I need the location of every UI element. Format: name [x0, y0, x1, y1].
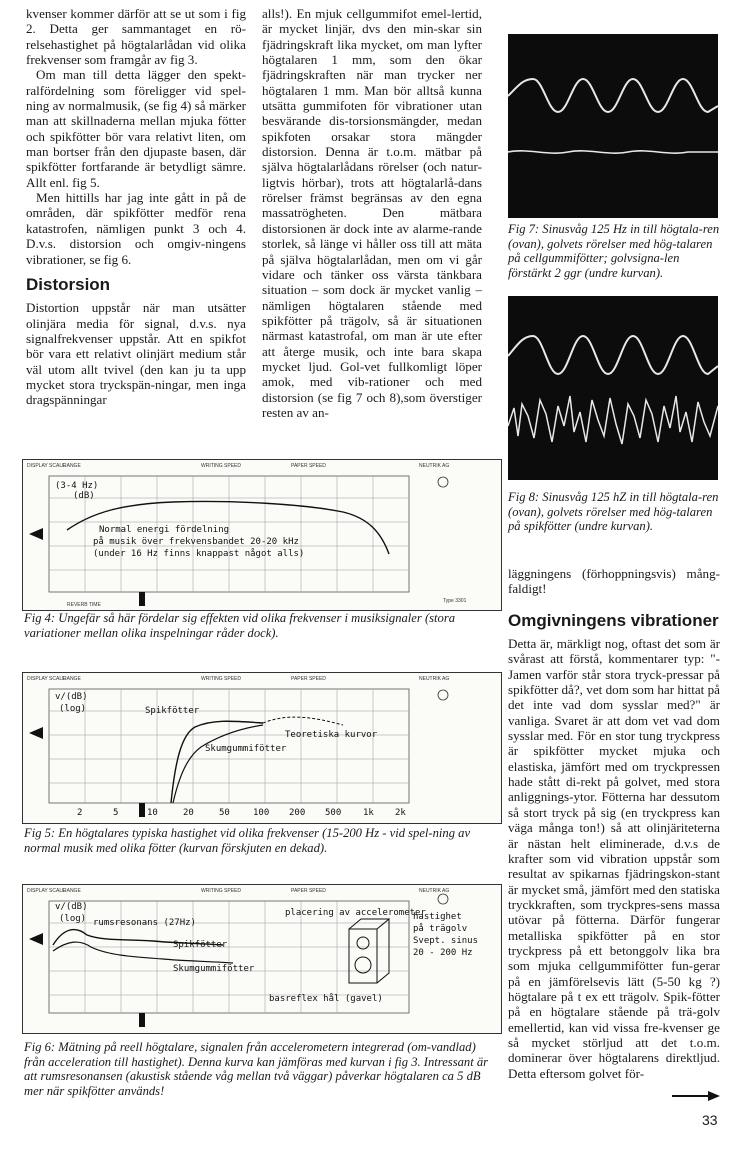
paragraph: läggningens (förhoppningsvis) mång-faldigt!: [508, 566, 720, 597]
svg-text:20: 20: [183, 808, 194, 818]
paragraph: Men hittills har jag inte gått in på de områden, där spikfötter medför rena katastrofen, nämligen punkt 3 och 4. D.v.s. distorsion och omgiv-ningens vibrationer, se fig 6.: [26, 190, 246, 267]
oscilloscope-fig8: [508, 296, 718, 480]
display-scale-label: DISPLAY SCALE: [27, 888, 66, 894]
brand-label: NEUTRIK AG: [419, 888, 450, 894]
paper-speed-label: PAPER SPEED: [291, 463, 326, 469]
text-column-2: [262, 6, 482, 420]
text-column-3: [508, 566, 720, 1081]
caption-fig7: Fig 7: Sinusvåg 125 Hz in till högtala-ren (ovan), golvets rörelser med hög-talaren på cellgummifötter; golvsigna-len förstärkt 2 ggr (undre kurvan).: [508, 222, 720, 280]
svg-text:100: 100: [253, 808, 270, 818]
floor-signal-trace: [508, 151, 718, 153]
paragraph: alls!). En mjuk cellgummifot emel-lertid, är mycket linjär, dvs den min-skar sin fjädringskraft lika mycket, om man lyfter högtalaren 1 mm, som den ökar fjädringskraften när man trycker ner högtalaren 1 mm. Man bör alltså kunna utsätta gummifoten för vibrationer utan besvärande dis-torsionsmängder, medan spikfoten orsakar stora mängder distorsion. Denna är t.o.m. mätbar på själva högtalarlådans rörelser (och natur-ligtvis hörbar), trots att högtalarlå-dans rörelser främst begränsas av den egna massatrögheten. Den mätbara distorsionen är dock inte av alarme-rande storlek, så länge vi håller oss till att mäta på själva högtalarlådan, men om vi går vidare och tänker oss värsta tänkbara situation – som dock är mycket vanlig – nämligen högtalaren stående med spikfötter på trägolv, så är situationen närmast katastrofal, om man är ute efter att återge musik, och inte bara skapa mycket ljud. Gol-vet fullkomligt löper amok, med vib-rationer och med distorsion (se fig 7 och 8),som överstiger resten av an-: [262, 6, 482, 420]
curve-label-spik: Spikfötter: [145, 706, 200, 716]
curve-label-gummi: Skumgummifötter: [205, 744, 287, 754]
svg-text:500: 500: [325, 808, 342, 818]
curve-label-rums: rumsresonans (27Hz): [93, 918, 196, 928]
sine-input-trace: [508, 79, 718, 112]
svg-text:50: 50: [219, 808, 230, 818]
curve-label-gummi: Skumgummifötter: [173, 964, 255, 974]
caption-fig4: Fig 4: Ungefär så här fördelar sig effekten vid olika frekvenser i musiksignaler (stora variationer mellan olika inspelningar råder dock).: [24, 611, 456, 640]
svg-text:2: 2: [77, 808, 83, 818]
curve-label-spik: Spikfötter: [173, 940, 228, 950]
display-scale-label: DISPLAY SCALE: [27, 676, 66, 682]
axis-note: (log): [59, 914, 87, 924]
note-tragolv: på trägolv: [413, 924, 468, 934]
writing-speed-label: WRITING SPEED: [201, 463, 242, 469]
recorder-chart-fig6: [22, 884, 502, 1034]
paragraph: Detta är, märkligt nog, oftast det som är svårast att förstå, kommentarer typ: "-Jamen varför står stora tryck-pressar på spikfötter då?, vet dom som har hittat på det inte vad dom sysslar med?" är vanliga. Svaret är att dom vet vad dom sysslar med. För en stor tung tryckpress är spikfötter mycket mjuka och elastiska, jämfört med om tryckpressen hade stått di-rekt på golvet, med stora anliggnings-ytor. Fötterna har dessutom så stort tryck på sig (en tryckpress kan väga många ton!) så att olinjäriteterna är nästan helt eliminerade, d.v.s de krafter som vid vibration uppstår som resultat av spikarnas fjädringskon-stant är mycket små, jämfört med den statiska tryckkraften, som tryckpres-sens massa utövar på fötterna. Därför fungerar metalliska spikfötter på en stor tryckpress på ett betonggolv lika bra som mjuka cellgummifötter fun-gerar på en jämförelsevis lätt (5-50 kg ?) högtalare på t ex ett trägolv. Spik-fötter på en högtalare stående på trä-golv emellertid, kan vid vissa fre-kvenser ge så mycket störljud att det t.o.m. dominerar över högtalarens direktljud. Detta eftersom golvet för-: [508, 636, 720, 1081]
axis-note: v/(dB): [55, 902, 88, 912]
recorder-chart-fig4: [22, 459, 502, 611]
svg-text:1k: 1k: [363, 808, 374, 818]
paragraph: Distortion uppstår när man utsätter olinjära media för signal, d.v.s. nya signalfrekvenser uppstår. Att en spikfot bör vara ett relativt olinjärt medium står väl utom allt tvivel (den kan ju ta upp mycket stora tryckspän-ningar, men inga dragspänningar: [26, 300, 246, 408]
oscilloscope-fig7: [508, 34, 718, 218]
axis-note: v/(dB): [55, 692, 88, 702]
note-basreflex: basreflex hål (gavel): [269, 994, 383, 1004]
display-scale-label: DISPLAY SCALE: [27, 463, 66, 469]
type-label: Type 3301: [443, 598, 467, 604]
speaker-box-sketch: [349, 919, 389, 983]
heading-omgivningens-vibrationer: Omgivningens vibrationer: [508, 610, 719, 630]
svg-text:10: 10: [147, 808, 158, 818]
writing-speed-label: WRITING SPEED: [201, 888, 242, 894]
svg-text:5: 5: [113, 808, 119, 818]
heading-distorsion: Distorsion: [26, 274, 111, 294]
continue-arrow-icon: [672, 1091, 720, 1101]
text-column-1: [26, 6, 246, 408]
writing-speed-label: WRITING SPEED: [201, 676, 242, 682]
floor-signal-trace: [508, 396, 718, 444]
paper-speed-label: PAPER SPEED: [291, 676, 326, 682]
caption-fig6: Fig 6: Mätning på reell högtalare, signalen från accelerometern integrerad (om-vandlad) från acceleration till hastighet). Denna kurva kan jämföras med kurvan i fig 3. Intressant är att rumsresonansen (akustisk stående våg mellan två väggar) påverkar högtalaren ca 5 dB mer när spikfötter används!: [24, 1040, 489, 1098]
handwritten-note: Normal energi fördelning: [99, 525, 230, 535]
axis-note: (3-4 Hz): [55, 481, 99, 491]
caption-fig8: Fig 8: Sinusvåg 125 hZ in till högtala-ren (ovan), golvets rörelser med hög-talaren på spikfötter (undre kurvan).: [508, 490, 719, 534]
handwritten-note: (under 16 Hz finns knappast något alls): [93, 549, 305, 559]
note-svept: Svept. sinus: [413, 936, 479, 946]
brand-label: NEUTRIK AG: [419, 676, 450, 682]
range-label: RANGE: [63, 463, 81, 469]
recorder-chart-fig5: [22, 672, 502, 824]
note-range: 20 - 200 Hz: [413, 948, 473, 958]
note-hastighet: hastighet: [413, 912, 462, 922]
svg-text:2k: 2k: [395, 808, 406, 818]
x-tick-labels: [77, 808, 406, 818]
sine-input-trace: [508, 336, 718, 374]
page-number: 33: [702, 1112, 718, 1128]
range-label: RANGE: [63, 888, 81, 894]
handwritten-note: på musik över frekvensbandet 20-20 kHz: [93, 537, 299, 547]
reverb-label: REVERB TIME: [67, 602, 101, 608]
caption-fig5: Fig 5: En högtalares typiska hastighet vid olika frekvenser (15-200 Hz - vid spel-ning av normal musik med olika fötter (kurvan förskjuten en dekad).: [24, 826, 471, 855]
brand-label: NEUTRIK AG: [419, 463, 450, 469]
paragraph: Om man till detta lägger den spekt-ralfördelning som föreligger vid spel-ning av normalmusik, (se fig 4) så märker man att skillnaderna mellan mjuka fötter och spikfötter bör vara relativt liten, om man bortser från den djupaste basen, där spikfötter fortfarande är betydligt sämre. Allt enl. fig 5.: [26, 67, 246, 190]
paper-speed-label: PAPER SPEED: [291, 888, 326, 894]
axis-note: (dB): [73, 491, 95, 501]
range-label: RANGE: [63, 676, 81, 682]
spikfotter-curve: [171, 721, 263, 803]
svg-text:200: 200: [289, 808, 306, 818]
note-placering: placering av accelerometer: [285, 908, 426, 918]
curve-label-teoretiska: Teoretiska kurvor: [285, 730, 378, 740]
paragraph: kvenser kommer därför att se ut som i fig 2. Detta ger sammantaget en rö-relsehastighet på högtalarlådan vid olika frekvenser som framgår av fig 3.: [26, 6, 246, 68]
axis-note: (log): [59, 704, 87, 714]
